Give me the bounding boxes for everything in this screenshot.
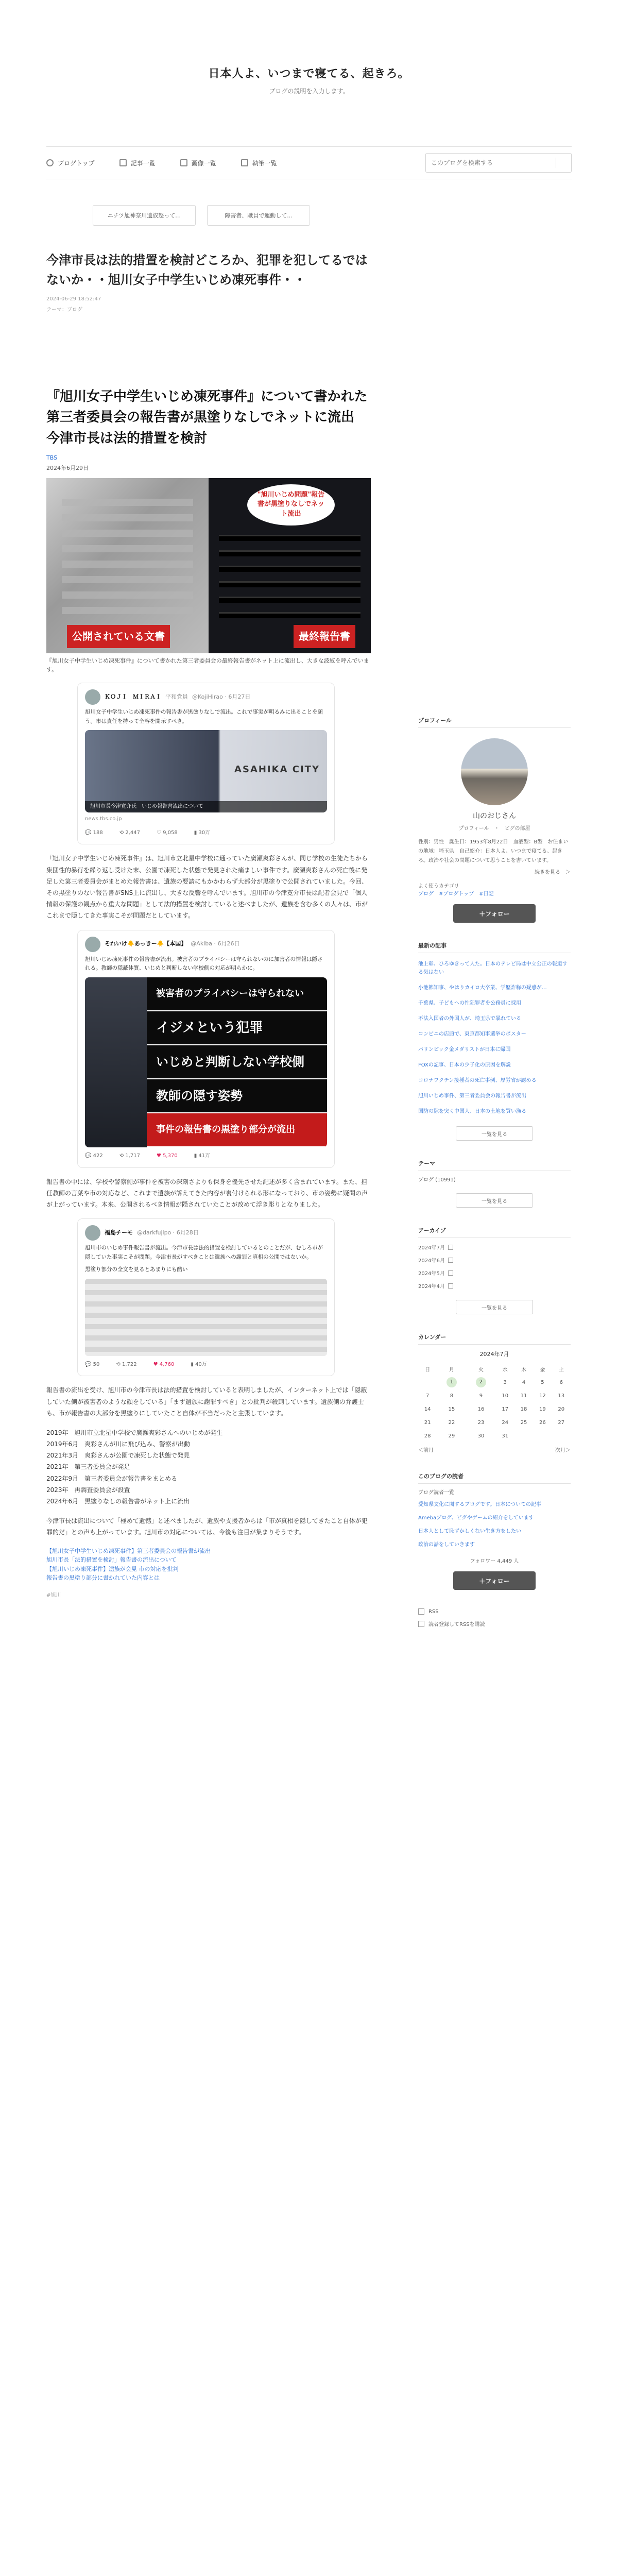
nav-writing-list[interactable]: 執筆一覧 xyxy=(241,159,277,167)
site-header xyxy=(0,0,618,144)
calendar-day: 10 xyxy=(502,1393,509,1399)
image-icon xyxy=(180,159,187,166)
calendar-day xyxy=(418,1376,437,1389)
calendar-day: 19 xyxy=(539,1406,546,1412)
latest-entry-link[interactable]: FOXの記事、日本の少子化の原因を解説 xyxy=(418,1062,511,1068)
calendar-day: 3 xyxy=(503,1379,507,1385)
photo-caption: 『旭川女子中学生いじめ凍死事件』について書かれた第三者委員会の最終報告書がネット上に流出し、大きな波紋を呼んでいます。 xyxy=(46,657,369,673)
site-description: ブログの説明を入力します。 xyxy=(269,88,349,95)
follow-button-bottom[interactable]: ＋フォロー xyxy=(453,1571,536,1590)
hashtag[interactable]: #旭川 xyxy=(46,1592,61,1598)
reader-list-link[interactable]: ブログ読者一覧 xyxy=(418,1490,454,1496)
calendar-day[interactable]: 1 xyxy=(437,1376,466,1389)
latest-entry-link[interactable]: 不法入国者の外国人が、埼玉県で暴れている xyxy=(418,1016,521,1022)
entry-body xyxy=(46,386,371,1600)
archive-item[interactable]: 2024年5月 xyxy=(418,1269,571,1277)
nav-image-list[interactable]: 画像一覧 xyxy=(180,159,216,167)
paragraph: 報告書の中には、学校や警察側が事件を被害の深刻さよりも保身を優先させた記述が多く含まれています。また、担任教師の言葉や市の対応など、これまで遺族が訴えてきた内容が裏付けられる形になっており、市の姿勢に疑問の声が上がっています。本来、公開されるべき情報が隠されていたことが改めて浮き彫りとなりました。 xyxy=(46,1178,368,1209)
news-photo xyxy=(46,478,371,653)
latest-entry-link[interactable]: 池上彰、ひろゆきって人た。日本のテレビ局は中立公正の報道する気はない xyxy=(418,961,568,975)
calendar-day: 30 xyxy=(477,1433,485,1439)
profile-name[interactable]: 山のおじさん xyxy=(473,812,516,820)
tweet-text: 旭川市のいじめ事件報告書が流出。今津市長は法的措置を検討しているとのことだが、むしろ市が隠していた事実こそが問題。今津市長がすべきことは遺族への謝罪と真相の公開ではないか。 xyxy=(85,1245,323,1261)
avatar xyxy=(85,689,100,705)
calendar-day: 18 xyxy=(520,1406,527,1412)
calendar-weekday: 金 xyxy=(540,1367,545,1373)
sidebar xyxy=(418,716,571,1628)
related-link[interactable]: 旭川市長「法的措置を検討」報告書の流出について xyxy=(46,1556,177,1564)
calendar-next[interactable]: 次月＞ xyxy=(555,1448,571,1453)
search-icon[interactable] xyxy=(556,158,566,168)
archive-item[interactable]: 2024年6月 xyxy=(418,1256,571,1264)
heart-icon[interactable]: ♡ 9,058 xyxy=(156,829,178,836)
global-nav xyxy=(46,146,572,179)
calendar-weekday: 日 xyxy=(425,1367,431,1373)
calendar-day: 20 xyxy=(558,1406,565,1412)
profile-text: 性別：男性 誕生日：1953年8月22日 血液型：B型 お住まいの地域：埼玉県 自己紹介：日本人よ、いつまで寝てる、起きろ。政治や社会の問題について思うことを書いています。 xyxy=(418,839,569,863)
theme-list-button[interactable]: 一覧を見る xyxy=(456,1193,533,1208)
profile-heading: プロフィール xyxy=(418,716,571,728)
calendar-day: 7 xyxy=(425,1393,430,1399)
archive-item[interactable]: 2024年7月 xyxy=(418,1243,571,1251)
calendar-section: カレンダー 2024年7月 日 月 火 水 木 金 土 1 2 3 4 5 6 7 8 9 10 11 12 13 14 15 16 17 18 19 20 21 22 23 24 25 26 27 28 29 30 31 ＜前月 次月＞ xyxy=(418,1334,571,1453)
calendar-day: 4 xyxy=(522,1379,526,1385)
retweet-icon[interactable]: ⟲ 1,717 xyxy=(119,1153,140,1159)
views-icon: ▮ 30万 xyxy=(194,829,211,836)
calendar-day xyxy=(533,1429,552,1443)
calendar xyxy=(418,1362,571,1443)
paragraph: 報告書の流出を受け、旭川市の今津市長は法的措置を検討していると表明しましたが、インターネット上では「隠蔽していた側が被害者のような顔をしている」「まず遺族に謝罪すべき」との批判が殺到しています。遺族側の弁護士も、市が報告書の大部分を黒塗りにしていたこと自体が不当だったと主張しています。 xyxy=(46,1386,367,1417)
calendar-day: 17 xyxy=(502,1406,509,1412)
calendar-day: 12 xyxy=(539,1393,546,1399)
latest-entry-link[interactable]: 千葉県、子どもへの性犯罪者を公務員に採用 xyxy=(418,1001,521,1006)
tweet-subtext: 黒塗り部分の全文を見るとあまりにも酷い xyxy=(85,1266,188,1273)
photo-left-caption: 公開されている文書 xyxy=(67,625,170,648)
archive-section: アーカイブ 2024年7月 2024年6月 2024年5月 2024年4月 一覧を見る xyxy=(418,1226,571,1314)
calendar-day xyxy=(552,1429,571,1443)
calendar-day: 6 xyxy=(559,1379,563,1385)
calendar-weekday: 水 xyxy=(502,1367,508,1373)
article-headline: 『旭川女子中学生いじめ凍死事件』について書かれた第三者委員会の報告書が黒塗りなしでネットに流出 今津市長は法的措置を検討 xyxy=(46,389,368,446)
profile-avatar[interactable] xyxy=(461,738,528,805)
latest-entry-link[interactable]: 旭川いじめ事件、第三者委員会の報告書が流出 xyxy=(418,1093,526,1099)
source-link[interactable]: TBS xyxy=(46,454,58,461)
retweet-icon[interactable]: ⟲ 2,447 xyxy=(119,829,140,836)
calendar-day[interactable]: 2 xyxy=(466,1376,495,1389)
calendar-day: 13 xyxy=(558,1393,565,1399)
calendar-day: 26 xyxy=(539,1419,546,1426)
latest-entries: 最新の記事 池上彰、ひろゆきって人た。日本のテレビ局は中立公正の報道する気はない 小池都知事、やはりカイロ大卒業、学歴詐称の疑惑が… 千葉県、子どもへの性犯罪者を公務員に採用 不法入国者の外国人が、埼玉県で暴れている コンビニの店頭で、東京都知事選挙のポスター パリンピック金メダリストが日本に帰国 FOXの記事、日本の少子化の原因を解説 コロナワクチン接種者の死亡事例、厚労省が認める 旭川いじめ事件、第三者委員会の報告書が流出 国防の隙を突く中国人、日本の土地を買い漁る 一覧を見る xyxy=(418,941,571,1141)
embedded-tweet[interactable]: ＫＯＪＩ ＭＩＲＡＩ 平和党員 @KojiHirao · 6月27日 旭川女子中学生いじめ凍死事件の報告書が黒塗りなしで流出。これで事実が明るみに出ることを願う。市は責任を持って全容を開示すべき。 ASAHIKA CITY 旭川市長今津寛介氏 いじめ報告書流出について news.tbs.co.jp 💬 188 ⟲ 2,447 ♡ 9,058 ▮ 30万 xyxy=(77,683,335,845)
rss-icon xyxy=(418,1608,424,1615)
profile-links[interactable]: プロフィール ・ ピグの部屋 xyxy=(458,826,530,832)
pen-icon xyxy=(241,159,248,166)
nav-blog-top[interactable]: ブログトップ xyxy=(46,159,95,167)
tweet-text: 旭川いじめ凍死事件の報告書が流出。被害者のプライバシーは守られないのに加害者の情報は隠される。教師の隠蔽体質、いじめと判断しない学校側の対応が明らかに。 xyxy=(85,956,323,972)
tweet-image[interactable]: ASAHIKA CITY 旭川市長今津寛介氏 いじめ報告書流出について xyxy=(85,730,327,812)
calendar-day: 8 xyxy=(450,1393,454,1399)
entry-title[interactable]: 今津市長は法的措置を検討どころか、犯罪を犯してるではないか・・旭川女子中学生いじめ凍死事件・・ xyxy=(46,253,368,287)
heart-icon[interactable]: ♥ 4,760 xyxy=(153,1361,175,1367)
follower-count[interactable]: フォロワー 4,449 人 xyxy=(470,1558,519,1564)
home-icon xyxy=(46,159,54,166)
rss-link[interactable]: RSS xyxy=(418,1608,571,1615)
calendar-day: 28 xyxy=(424,1433,431,1439)
calendar-weekday: 土 xyxy=(558,1367,564,1373)
reader-icon xyxy=(418,1621,424,1627)
paragraph: 今津市長は流出について「極めて遺憾」と述べましたが、遺族や支援者からは「市が真相を隠してきたこと自体が犯罪的だ」との声も上がっています。旭川市の対応については、今後も注目が集まりそうです。 xyxy=(46,1517,368,1536)
latest-entry-link[interactable]: コンビニの店頭で、東京都知事選挙のポスター xyxy=(418,1031,526,1037)
embedded-tweet[interactable]: それいけ🐥あっきー🐥【本国】 @Akiba · 6月26日 旭川いじめ凍死事件の報告書が流出。被害者のプライバシーは守られないのに加害者の情報は隠される。教師の隠蔽体質、いじめと判断しない学校側の対応が明らかに。 被害者のプライバシーは守られない イジメという犯罪 いじめと判断しない学校側 教師の隠す姿勢 事件の報告書の黒塗り部分が流出 💬 422 ⟲ 1,717 ♥ 5,370 ▮ 41万 xyxy=(77,930,335,1168)
calendar-day: 25 xyxy=(520,1419,527,1426)
nav-entry-list[interactable]: 記事一覧 xyxy=(119,159,156,167)
calendar-day: 15 xyxy=(448,1406,455,1412)
theme-section: テーマ ブログ (10991) 一覧を見る xyxy=(418,1159,571,1208)
profile-more-link[interactable]: 続きを見る ＞ xyxy=(535,870,571,875)
profile-categories: よく使うカテゴリ ブログ #ブログトップ #日記 xyxy=(418,884,494,897)
entry-datetime: 2024-06-29 18:52:47 xyxy=(46,296,101,302)
views-icon: ▮ 40万 xyxy=(191,1361,207,1367)
reader-blog-link[interactable]: 日本人として恥ずかしくない生き方をしたい xyxy=(418,1529,521,1534)
calendar-weekday: 木 xyxy=(521,1367,527,1373)
views-icon: ▮ 41万 xyxy=(194,1153,211,1159)
theme-link[interactable]: ブログ (10991) xyxy=(418,1177,456,1183)
latest-entry-link[interactable]: パリンピック金メダリストが日本に帰国 xyxy=(418,1047,511,1053)
reply-icon[interactable]: 💬 50 xyxy=(85,1361,100,1367)
related-link[interactable]: 報告書の黒塗り部分に書かれていた内容とは xyxy=(46,1574,160,1582)
paragraph: 『旭川女子中学生いじめ凍死事件』は、旭川市立北星中学校に通っていた廣瀬爽彩さんが、同じ学校の生徒たちから集団性的暴行を繰り返し受けた末、公園で凍死した状態で発見された痛ましい事件です。廣瀬爽彩さんの死亡後に発足した第三者委員会がまとめた報告書は、遺族の要請にもかかわらず大部分が黒塗りで公開されていました。今回、その黒塗りのない報告書がSNS上に流出し、大きな反響を呼んでいます。旭川市の今津寛介市長は記者会見で「個人情報の保護の観点から重大な問題」として法的措置を検討していると述べましたが、遺族を含む多くの人々は、市がこれまで隠してきた事実こそが問題だとしています。 xyxy=(46,855,368,920)
calendar-day: 29 xyxy=(448,1433,455,1439)
site-title[interactable]: 日本人よ、いつまで寝てる、起きろ。 xyxy=(208,67,410,80)
calendar-day: 24 xyxy=(502,1419,509,1426)
avatar xyxy=(85,937,100,952)
calendar-day: 16 xyxy=(477,1406,485,1412)
prev-entry-button[interactable]: ニチツ旭神奈川遺族怒って… xyxy=(93,205,196,226)
photo-badge: "旭川いじめ問題"報告書が黒塗りなしでネット流出 xyxy=(247,484,335,526)
rss-subscribe-link[interactable]: 読者登録してRSSを購読 xyxy=(418,1620,571,1628)
photo-right-caption: 最終報告書 xyxy=(294,625,355,648)
tweet-text: 旭川女子中学生いじめ凍死事件の報告書が黒塗りなしで流出。これで事実が明るみに出ることを願う。市は責任を持って全容を開示すべき。 xyxy=(85,708,323,724)
tweet-image[interactable]: 被害者のプライバシーは守られない イジメという犯罪 いじめと判断しない学校側 教師の隠す姿勢 事件の報告書の黒塗り部分が流出 xyxy=(85,977,327,1147)
calendar-day: 23 xyxy=(477,1419,485,1426)
rss-section xyxy=(418,1608,571,1628)
calendar-day xyxy=(514,1429,533,1443)
avatar xyxy=(85,1225,100,1241)
reply-icon[interactable]: 💬 422 xyxy=(85,1153,103,1159)
tweet-image[interactable] xyxy=(85,1279,327,1356)
archive-item[interactable]: 2024年4月 xyxy=(418,1282,571,1290)
blog-search xyxy=(425,153,572,173)
reply-icon[interactable]: 💬 188 xyxy=(85,829,103,836)
timeline-list: 2019年 旭川市立北星中学校で廣瀬爽彩さんへのいじめが発生 2019年6月 爽彩さんが川に飛び込み、警察が出動 2021年3月 爽彩さんが公園で凍死した状態で発見 2021年 第三者委員会が発足 2022年9月 第三者委員会が報告書をまとめる 2023年 再調査委員会が設置 2024年6月 黒塗りなしの報告書がネット上に流出 xyxy=(46,1429,223,1505)
blog-search-input[interactable] xyxy=(431,159,556,166)
retweet-icon[interactable]: ⟲ 1,722 xyxy=(116,1361,137,1367)
archive-list-button[interactable]: 一覧を見る xyxy=(456,1300,533,1314)
entry-theme[interactable]: テーマ：ブログ xyxy=(46,307,82,313)
calendar-day: 22 xyxy=(448,1419,455,1426)
reader-blog-link[interactable]: Amebaブログ、ピグやゲームの紹介をしています xyxy=(418,1515,534,1521)
calendar-title: 2024年7月 xyxy=(479,1351,509,1358)
calendar-day: 31 xyxy=(502,1433,509,1439)
embedded-tweet[interactable]: 福島チーモ @darkfujipo · 6月28日 旭川市のいじめ事件報告書が流出。今津市長は法的措置を検討しているとのことだが、むしろ市が隠していた事実こそが問題。今津市長がすべきことは遺族への謝罪と真相の公開ではないか。 黒塗り部分の全文を見るとあまりにも酷い 💬 50 ⟲ 1,722 ♥ 4,760 ▮ 40万 xyxy=(77,1218,335,1376)
article-date: 2024年6月29日 xyxy=(46,465,89,472)
calendar-day: 5 xyxy=(541,1379,544,1385)
latest-entry-link[interactable]: コロナワクチン接種者の死亡事例、厚労省が認める xyxy=(418,1078,537,1083)
calendar-day: 27 xyxy=(558,1419,565,1426)
reader-blog-link[interactable]: 政治の話をしていきます xyxy=(418,1542,475,1548)
calendar-weekday: 火 xyxy=(478,1367,484,1373)
reader-section: このブログの読者 ブログ読者一覧 愛知県文化に関するブログです。日本についての記事 Amebaブログ、ピグやゲームの紹介をしています 日本人として恥ずかしくない生き方をしたい 政治の話をしていきます フォロワー 4,449 人 ＋フォロー xyxy=(418,1472,571,1590)
calendar-day: 14 xyxy=(424,1406,431,1412)
entry-pager-top xyxy=(93,205,310,226)
reader-blog-link[interactable]: 愛知県文化に関するブログです。日本についての記事 xyxy=(418,1502,541,1507)
next-entry-button[interactable]: 障害者、職員で運動して... xyxy=(207,205,310,226)
follow-button[interactable]: ＋フォロー xyxy=(453,904,536,923)
calendar-day: 21 xyxy=(424,1419,431,1426)
calendar-weekday: 月 xyxy=(449,1367,454,1373)
latest-list-button[interactable]: 一覧を見る xyxy=(456,1126,533,1141)
related-link[interactable]: 【旭川いじめ凍死事件】遺族が会見 市の対応を批判 xyxy=(46,1565,179,1572)
calendar-day: 9 xyxy=(479,1393,483,1399)
entry-header xyxy=(46,250,371,313)
heart-icon[interactable]: ♥ 5,370 xyxy=(156,1153,178,1159)
latest-entry-link[interactable]: 小池都知事、やはりカイロ大卒業、学歴詐称の疑惑が… xyxy=(418,985,547,991)
list-icon xyxy=(119,159,127,166)
latest-entry-link[interactable]: 国防の隙を突く中国人、日本の土地を買い漁る xyxy=(418,1109,526,1114)
related-link[interactable]: 【旭川女子中学生いじめ凍死事件】第三者委員会の報告書が流出 xyxy=(46,1547,211,1554)
calendar-prev[interactable]: ＜前月 xyxy=(418,1448,434,1453)
related-links xyxy=(46,1547,371,1583)
calendar-day: 11 xyxy=(520,1393,527,1399)
